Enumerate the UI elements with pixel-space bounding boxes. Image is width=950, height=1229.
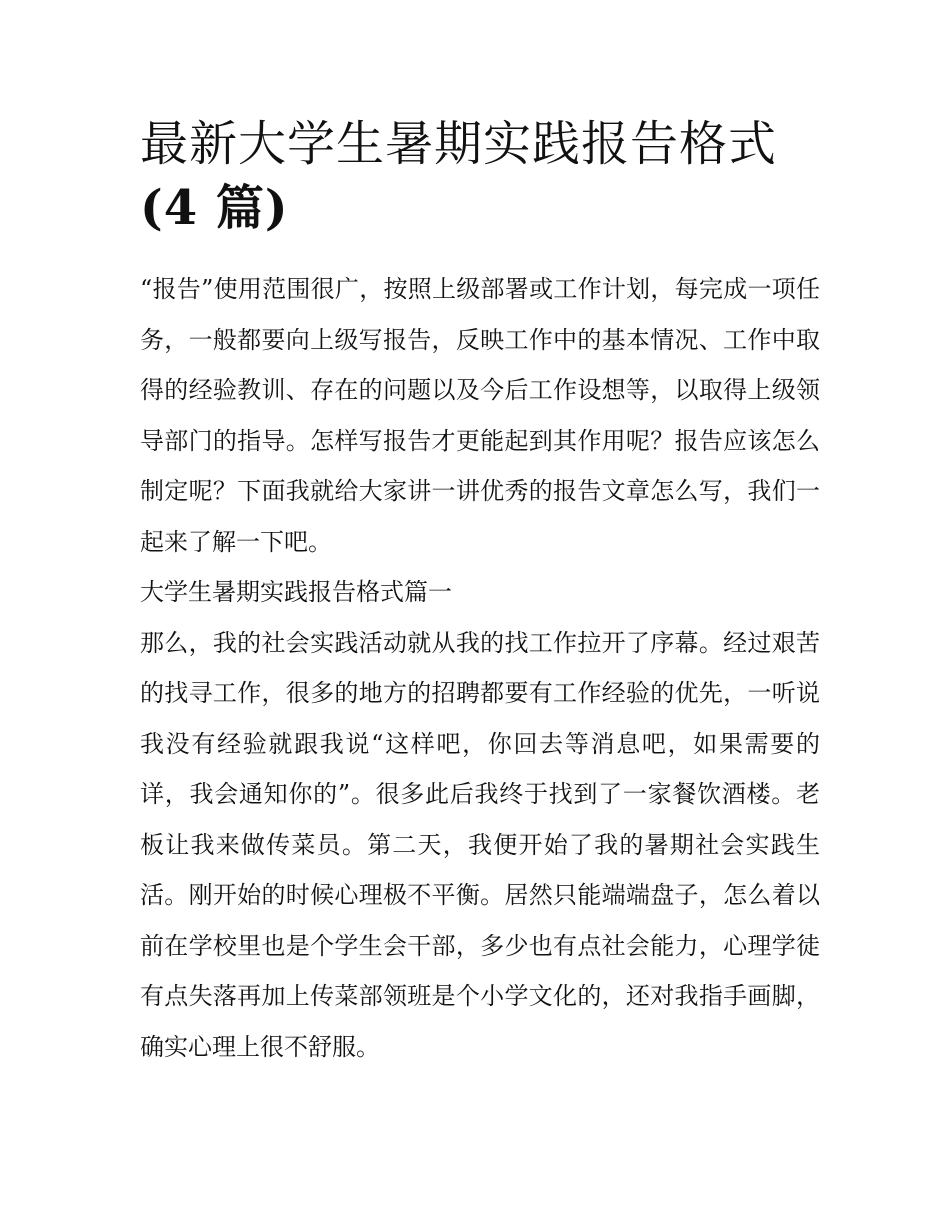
intro-paragraph: “报告”使用范围很广，按照上级部署或工作计划，每完成一项任务，一般都要向上级写报告，反映工作中的基本情况、工作中取得的经验教训、存在的问题以及今后工作设想等，以取得上级领导部门的指导。怎样写报告才更能起到其作用呢？报告应该怎么制定呢？下面我就给大家讲一讲优秀的报告文章怎么写，我们一起来了解一下吧。 <box>140 275 820 556</box>
document-body <box>140 264 820 1072</box>
section-1-paragraph: 那么，我的社会实践活动就从我的找工作拉开了序幕。经过艰苦的找寻工作，很多的地方的招聘都要有工作经验的优先，一听说我没有经验就跟我说“这样吧，你回去等消息吧，如果需要的详，我会通知你的”。很多此后我终于找到了一家餐饮酒楼。老板让我来做传菜员。第二天，我便开始了我的暑期社会实践生活。刚开始的时候心理极不平衡。居然只能端端盘子，怎么着以前在学校里也是个学生会干部，多少也有点社会能力，心理学徒有点失落再加上传菜部领班是个小学文化的，还对我指手画脚，确实心理上很不舒服。 <box>140 628 820 1061</box>
document-title <box>140 112 820 240</box>
title-line-2: (4 篇) <box>140 180 289 236</box>
section-heading-1: 大学生暑期实践报告格式篇一 <box>140 578 452 606</box>
document-page <box>140 112 820 1072</box>
title-line-1: 最新大学生暑期实践报告格式 <box>140 116 778 172</box>
